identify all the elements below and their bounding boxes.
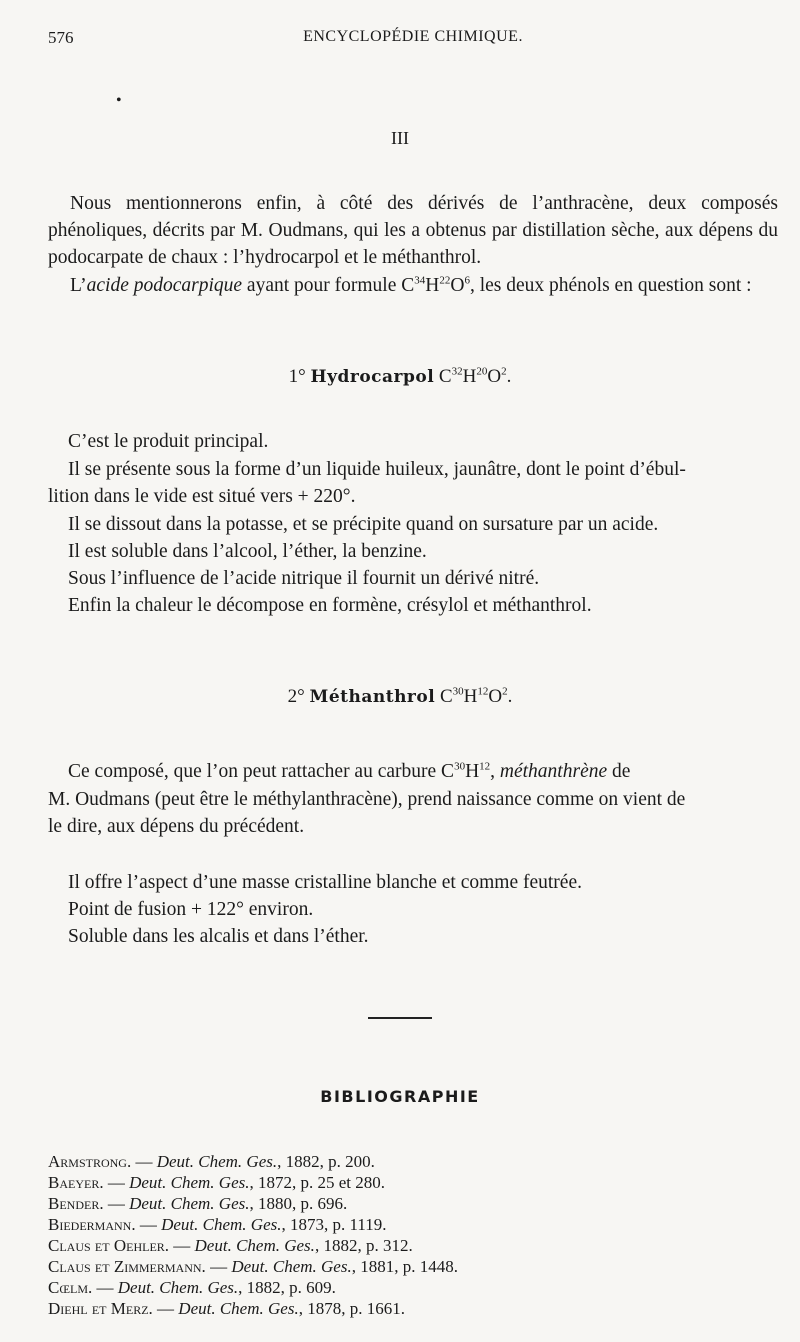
hydrocarpol-heading: 1° Hydrocarpol $C^{32}H^{20}O^2$.: [288, 365, 512, 387]
bib-separator: —: [205, 1257, 232, 1276]
bib-journal: Deut. Chem. Ges.: [161, 1215, 282, 1234]
hydrocarpol-line: C’est le produit principal.: [68, 431, 269, 452]
bibliography-title: BIBLIOGRAPHIE: [320, 1087, 480, 1106]
bib-author: Diehl et Merz.: [48, 1299, 153, 1318]
bib-reference: , 1881, p. 1448.: [351, 1257, 458, 1276]
methanthrol-heading: 2° Méthanthrol $C^{30}H^{12}O^2$.: [287, 685, 513, 707]
acid-paragraph: L’acide podocarpique ayant pour formule $C^{34}H^{22}O^6$, les deux phénols en question sont :: [70, 274, 752, 296]
bib-author: Baeyer.: [48, 1173, 104, 1192]
section-divider: [368, 1017, 432, 1019]
bib-reference: , 1882, p. 609.: [238, 1278, 336, 1297]
hydrocarpol-line: Sous l’influence de l’acide nitrique il fournit un dérivé nitré.: [68, 568, 540, 589]
bibliography-entry: [48, 1235, 768, 1257]
bib-separator: —: [169, 1236, 195, 1255]
bib-reference: , 1882, p. 312.: [314, 1236, 413, 1255]
bib-reference: , 1873, p. 1119.: [281, 1215, 387, 1234]
running-header: [48, 28, 778, 52]
bib-journal: Deut. Chem. Ges.: [129, 1194, 250, 1213]
bib-separator: —: [152, 1299, 179, 1318]
bib-separator: —: [92, 1278, 118, 1297]
bib-separator: —: [131, 1152, 157, 1171]
bib-journal: Deut. Chem. Ges.: [156, 1152, 278, 1171]
hydrocarpol-line: Il se présente sous la forme d’un liquide huileux, jaunâtre, dont le point d’ébul-: [68, 459, 686, 480]
hydrocarpol-line: Il est soluble dans l’alcool, l’éther, la benzine.: [68, 541, 427, 562]
running-title: ENCYCLOPÉDIE CHIMIQUE.: [303, 28, 523, 45]
hydrocarpol-formula: $C^{32}H^{20}O^2$.: [438, 365, 512, 387]
bibliography-entry: [48, 1193, 768, 1215]
bib-journal: Deut. Chem. Ges.: [194, 1236, 315, 1255]
bib-journal: Deut. Chem. Ges.: [117, 1278, 239, 1297]
bibliography-entry: [48, 1151, 768, 1173]
bib-reference: , 1878, p. 1661.: [298, 1299, 405, 1318]
bibliography-entry: [48, 1298, 768, 1320]
bib-journal: Deut. Chem. Ges.: [129, 1173, 250, 1192]
bib-journal: Deut. Chem. Ges.: [231, 1257, 352, 1276]
methanthrol-paragraph-line: le dire, aux dépens du précédent.: [48, 816, 305, 837]
hydrocarpol-line: Il se dissout dans la potasse, et se précipite quand on sursature par un acide.: [68, 514, 659, 535]
bib-author: Cœlm.: [48, 1278, 93, 1297]
bib-author: Armstrong.: [48, 1152, 132, 1171]
bib-reference: , 1872, p. 25 et 280.: [249, 1173, 386, 1192]
methanthrol-paragraph-line: Ce composé, que l’on peut rattacher au carbure $C^{30}H^{12}$, méthanthrène de: [68, 760, 631, 782]
methanthrol-paragraph-line: M. Oudmans (peut être le méthylanthracène), prend naissance comme on vient de: [48, 789, 686, 810]
methanthrol-line: Il offre l’aspect d’une masse cristalline blanche et comme feutrée.: [68, 872, 582, 893]
section-number: III: [391, 128, 409, 148]
methanthrol-formula: $C^{30}H^{12}O^2$.: [439, 685, 513, 707]
methanthrol-line: Point de fusion + 122° environ.: [68, 899, 314, 920]
bib-journal: Deut. Chem. Ges.: [178, 1299, 299, 1318]
hydrocarpol-name: Hydrocarpol: [310, 367, 435, 387]
bib-reference: , 1880, p. 696.: [249, 1194, 348, 1213]
bibliography-entry: [48, 1214, 768, 1236]
intro-paragraph: Nous mentionnerons enfin, à côté des dérivés de l’anthracène, deux composés phénoliques, décrits par M. Oudmans, qui les a obtenus par distillation sèche, aux dépens du podocarpate de chaux : l’hydrocarpol et le méthanthrol.: [48, 193, 778, 268]
bibliography-entry: [48, 1277, 768, 1299]
hydrocarpol-line: lition dans le vide est situé vers + 220°.: [48, 486, 356, 507]
speck-mark: •: [116, 92, 122, 109]
bib-reference: , 1882, p. 200.: [277, 1152, 375, 1171]
bib-author: Bender.: [48, 1194, 104, 1213]
bib-separator: —: [103, 1194, 130, 1213]
bib-author: Claus et Oehler.: [48, 1236, 170, 1255]
methanthrol-name: Méthanthrol: [309, 687, 436, 707]
hydrocarpol-line: Enfin la chaleur le décompose en formène, crésylol et méthanthrol.: [68, 595, 592, 616]
methanthrol-line: Soluble dans les alcalis et dans l’éther.: [68, 926, 369, 947]
bibliography-entry: [48, 1172, 768, 1194]
page-number: 576: [48, 28, 74, 47]
bib-author: Biedermann.: [48, 1215, 136, 1234]
bib-separator: —: [103, 1173, 130, 1192]
bibliography-entry: [48, 1256, 768, 1278]
bib-separator: —: [135, 1215, 162, 1234]
bib-author: Claus et Zimmermann.: [48, 1257, 206, 1276]
